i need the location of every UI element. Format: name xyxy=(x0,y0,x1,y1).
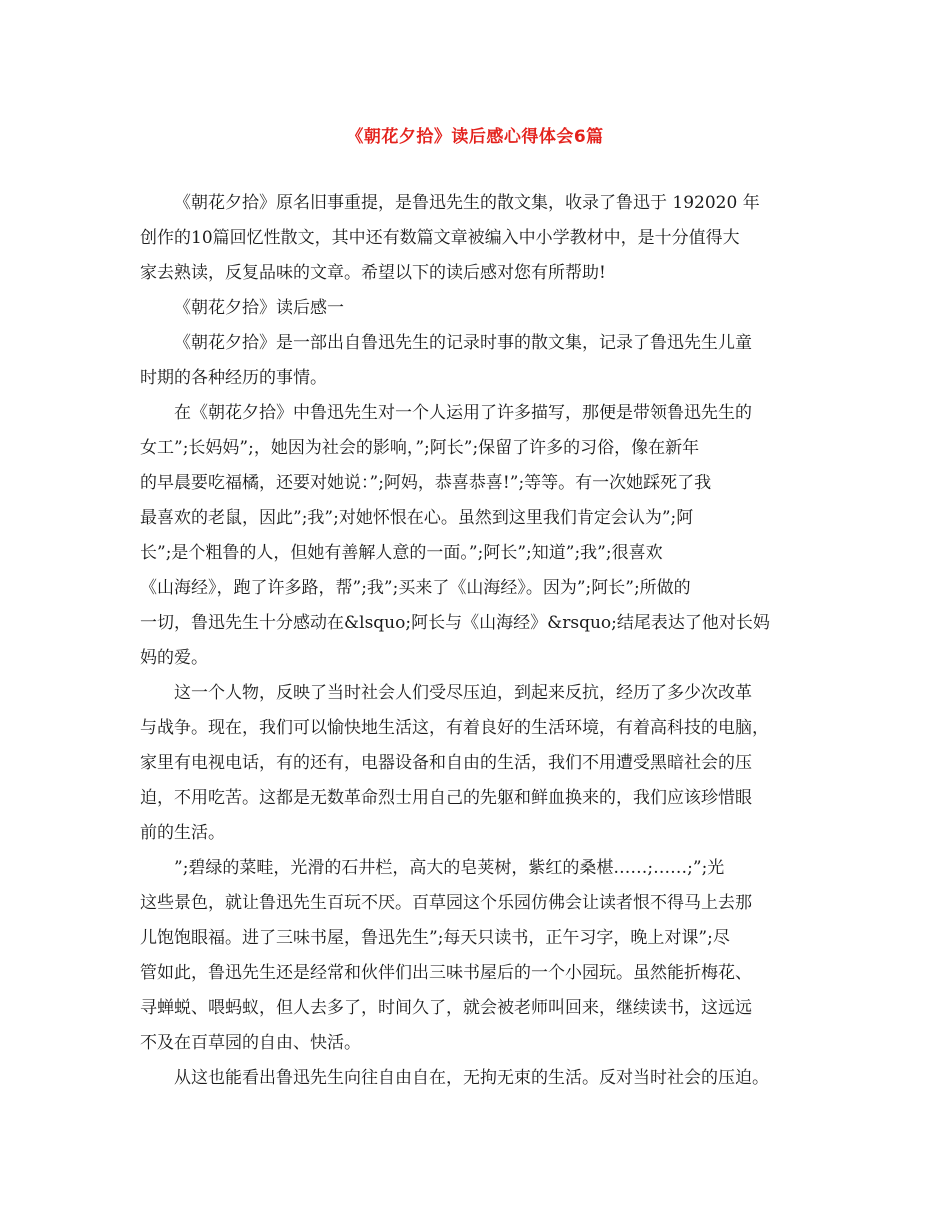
document-title: 《朝花夕拾》读后感心得体会6篇 xyxy=(346,127,604,147)
text-line: 这一个人物，反映了当时社会人们受尽压迫，到起来反抗，经历了多少次改革 xyxy=(174,683,752,703)
text-line: 时期的各种经历的事情。 xyxy=(140,368,327,388)
text-line: 《山海经》，跑了许多路，帮”;我”;买来了《山海经》。因为”;阿长”;所做的 xyxy=(140,578,691,598)
text-line: 前的生活。 xyxy=(140,823,225,843)
text-line: 《朝花夕拾》原名旧事重提，是鲁迅先生的散文集，收录了鲁迅于 192020 年 xyxy=(174,193,760,213)
text-line: 儿饱饱眼福。进了三味书屋，鲁迅先生”;每天只读书，正午习字，晚上对课”;尽 xyxy=(140,928,730,948)
text-line: ”;碧绿的菜畦，光滑的石井栏，高大的皂荚树，紫红的桑椹……;……;”;光 xyxy=(174,858,725,878)
text-line: 在《朝花夕拾》中鲁迅先生对一个人运用了许多描写，那便是带领鲁迅先生的 xyxy=(174,403,752,423)
text-line: 从这也能看出鲁迅先生向往自由自在，无拘无束的生活。反对当时社会的压迫。 xyxy=(174,1068,769,1088)
text-line: 一切，鲁迅先生十分感动在&lsquo;阿长与《山海经》&rsquo;结尾表达了他对长妈 xyxy=(140,613,770,633)
text-line: 管如此，鲁迅先生还是经常和伙伴们出三味书屋后的一个小园玩。虽然能折梅花、 xyxy=(140,963,752,983)
text-line: 《朝花夕拾》是一部出自鲁迅先生的记录时事的散文集，记录了鲁迅先生儿童 xyxy=(174,333,752,353)
document-body xyxy=(140,186,816,1096)
text-line: 长”;是个粗鲁的人，但她有善解人意的一面。”;阿长”;知道”;我”;很喜欢 xyxy=(140,543,663,563)
text-line: 的早晨要吃福橘，还要对她说：”;阿妈，恭喜恭喜!”;等等。有一次她踩死了我 xyxy=(140,473,712,493)
text-line: 《朝花夕拾》读后感一 xyxy=(174,298,344,318)
text-line: 妈的爱。 xyxy=(140,648,208,668)
text-line: 家去熟读，反复品味的文章。希望以下的读后感对您有所帮助! xyxy=(140,263,606,283)
text-line: 创作的10篇回忆性散文，其中还有数篇文章被编入中小学教材中，是十分值得大 xyxy=(140,228,740,248)
text-line: 迫，不用吃苦。这都是无数革命烈士用自己的先躯和鲜血换来的，我们应该珍惜眼 xyxy=(140,788,752,808)
text-line: 最喜欢的老鼠，因此”;我”;对她怀恨在心。虽然到这里我们肯定会认为”;阿 xyxy=(140,508,694,528)
text-line: 女工”;长妈妈”;，她因为社会的影响，”;阿长”;保留了许多的习俗，像在新年 xyxy=(140,438,700,458)
text-line: 家里有电视电话，有的还有，电器设备和自由的生活，我们不用遭受黑暗社会的压 xyxy=(140,753,752,773)
text-line: 寻蝉蜕、喂蚂蚁，但人去多了，时间久了，就会被老师叫回来，继续读书，这远远 xyxy=(140,998,752,1018)
text-line: 与战争。现在，我们可以愉快地生活这，有着良好的生活环境，有着高科技的电脑， xyxy=(140,718,769,738)
text-line: 不及在百草园的自由、快活。 xyxy=(140,1033,361,1053)
text-line: 这些景色，就让鲁迅先生百玩不厌。百草园这个乐园仿佛会让读者恨不得马上去那 xyxy=(140,893,752,913)
